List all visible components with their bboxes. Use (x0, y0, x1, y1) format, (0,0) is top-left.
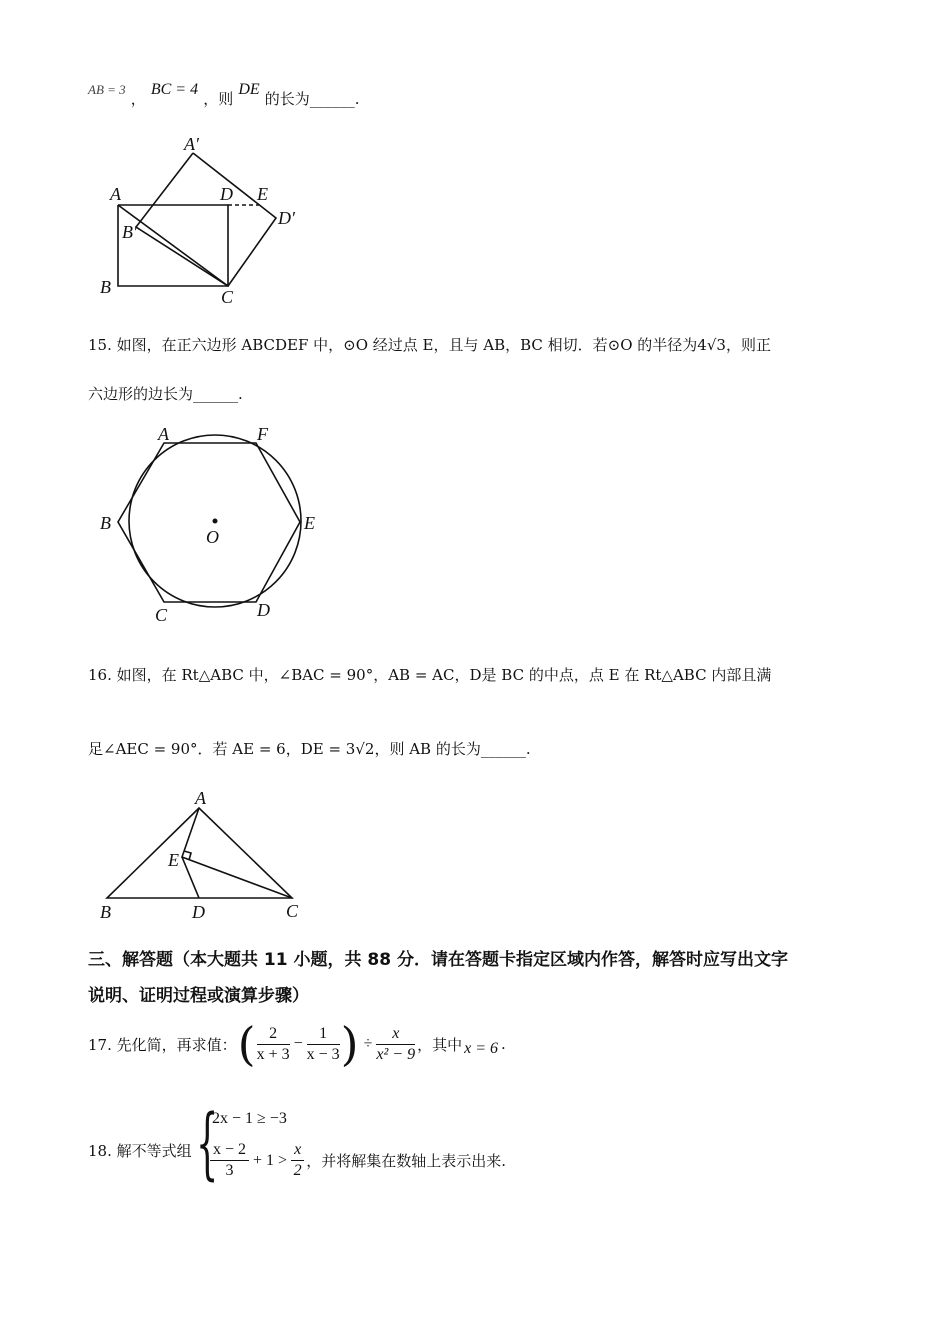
q14-comma: ， (130, 90, 146, 108)
q18-ineq2-frac-left (210, 1140, 249, 1181)
q17-xval: x = 6 (464, 1040, 499, 1057)
fig15-label-C: C (155, 605, 168, 625)
fig14-label-B-prime: B′ (122, 222, 137, 242)
q17-fraction-3 (376, 1024, 415, 1065)
fig16-label-B: B (100, 902, 111, 922)
q15-line2: 六边形的边长为______. (88, 385, 243, 403)
q17-f2-den: x − 3 (306, 1045, 340, 1063)
q17-right-paren: ) (340, 1017, 359, 1071)
fig15-label-F: F (257, 424, 268, 444)
q17-f3-num: x (376, 1024, 415, 1045)
q17-fraction-2 (307, 1024, 340, 1065)
fig14-label-D: D (220, 184, 233, 204)
fig15-label-B: B (100, 513, 111, 533)
q14-then: ，则 (203, 90, 234, 108)
fig14-label-A-prime: A′ (184, 134, 199, 154)
q18-ineq2-num: x − 2 (210, 1140, 249, 1161)
q17-f2-num: 1 (307, 1024, 340, 1045)
q18-label: 18. 解不等式组 (88, 1142, 192, 1160)
fig16-label-C: C (286, 901, 299, 921)
fig14-label-C: C (221, 287, 234, 307)
q14-tail: 的长为______. (264, 90, 360, 108)
q16-line1: 16. 如图，在 Rt△ABC 中，∠BAC = 90°，AB = AC，D是 BC 的中点，点 E 在 Rt△ABC 内部且满 (88, 666, 772, 684)
q18-ineq2-mid: + 1 > (253, 1151, 288, 1169)
q17-row (88, 1016, 506, 1072)
q18-ineq2 (210, 1140, 506, 1181)
q16-line2: 足∠AEC = 90°．若 AE = 6，DE = 3√2，则 AB 的长为______. (88, 740, 531, 758)
q14-bc: BC = 4 (150, 81, 199, 98)
q17-label: 17. 先化简，再求值： (88, 1035, 237, 1054)
fig15-label-E: E (304, 513, 315, 533)
section3-heading-line2: 说明、证明过程或演算步骤） (88, 986, 309, 1006)
section3-heading-line1: 三、解答题（本大题共 11 小题，共 88 分．请在答题卡指定区域内作答，解答时应写出文字 (88, 950, 788, 970)
q17-f1-den: x + 3 (256, 1045, 290, 1063)
fig15-label-O: O (206, 527, 219, 547)
q18-brace: { (196, 1099, 219, 1189)
q18-ineq2-rnum: x (291, 1140, 304, 1161)
q17-left-paren: ( (237, 1017, 256, 1071)
fig15-label-A: A (158, 424, 169, 444)
q18-ineq2-frac-right (291, 1140, 304, 1181)
fig14-label-D-prime: D′ (278, 208, 295, 228)
fig16-label-A: A (195, 788, 206, 808)
q17-end: . (501, 1035, 506, 1053)
q17-tail: ，其中 (417, 1035, 463, 1054)
fig15-label-D: D (257, 600, 270, 620)
fig16-label-D: D (192, 902, 205, 922)
q18-ineq1: 2x − 1 ≥ −3 (212, 1110, 287, 1127)
q18-ineq2-den: 3 (225, 1162, 234, 1179)
q17-minus: − (293, 1035, 303, 1052)
fig16-label-E: E (168, 850, 179, 870)
q14-ab: AB = 3 (88, 82, 126, 97)
q17-div: ÷ (363, 1035, 373, 1052)
q17-f1-num: 2 (257, 1024, 290, 1045)
q17-f3-den: x² − 9 (376, 1045, 416, 1063)
q18-tail: ，并将解集在数轴上表示出来. (306, 1152, 506, 1170)
fig14-label-E: E (257, 184, 268, 204)
fig14-label-B: B (100, 277, 111, 297)
q14-de: DE (238, 81, 260, 98)
fig14-label-A: A (110, 184, 121, 204)
q15-line1: 15. 如图，在正六边形 ABCDEF 中，⊙O 经过点 E，且与 AB，BC 相切．若⊙O 的半径为4√3，则正 (88, 336, 771, 354)
q18-ineq2-rden: 2 (293, 1162, 302, 1179)
q17-fraction-1 (257, 1024, 290, 1065)
